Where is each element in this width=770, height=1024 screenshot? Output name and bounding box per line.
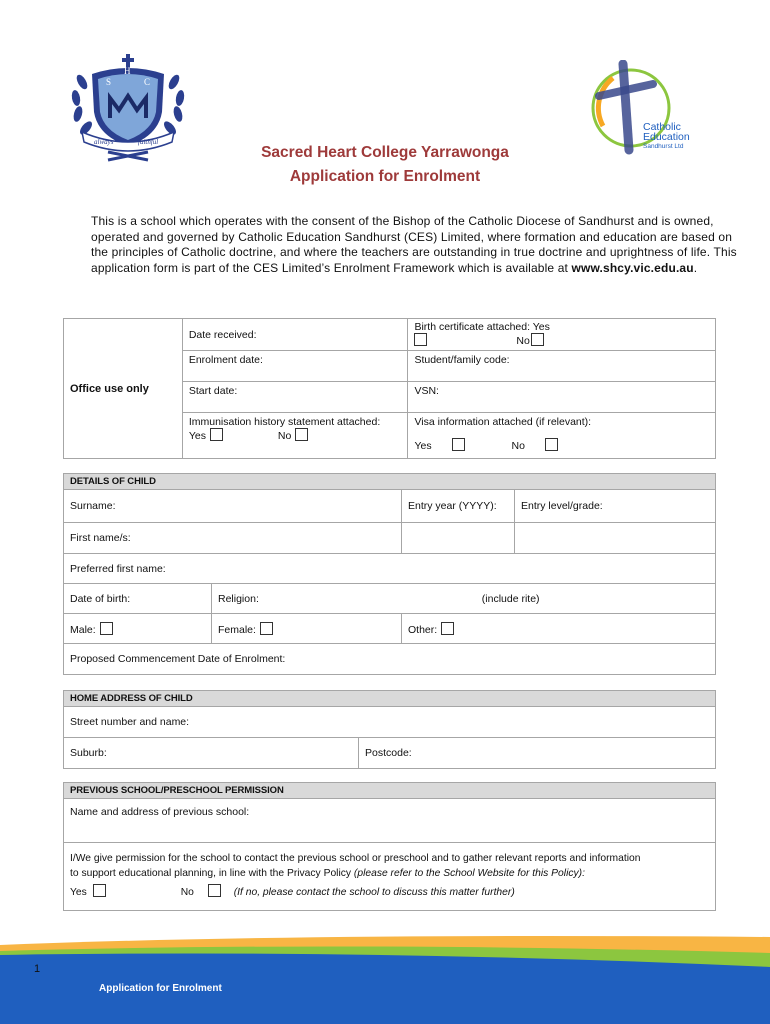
entry-level-field[interactable]: Entry level/grade: <box>515 490 716 523</box>
visa-yes-checkbox[interactable] <box>452 438 465 451</box>
logo-motto-left: always <box>94 138 114 146</box>
permission-text-italic: (please refer to the School Website for this Policy): <box>353 868 585 879</box>
previous-section-heading: PREVIOUS SCHOOL/PRESCHOOL PERMISSION <box>64 783 716 799</box>
suburb-field[interactable]: Suburb: <box>64 738 359 769</box>
rite-label: (include rite) <box>481 592 540 605</box>
birth-cert-no-checkbox[interactable] <box>531 333 544 346</box>
commencement-field[interactable]: Proposed Commencement Date of Enrolment: <box>64 644 716 675</box>
birth-cert-label: Birth certificate attached: Yes <box>414 321 550 333</box>
immunisation-yes-label: Yes <box>188 430 206 442</box>
entry-year-field[interactable]: Entry year (YYYY): <box>402 490 515 523</box>
start-date-field[interactable]: Start date: <box>182 382 408 413</box>
permission-yes-checkbox[interactable] <box>93 884 106 897</box>
child-section-heading: DETAILS OF CHILD <box>64 474 716 490</box>
dob-field[interactable]: Date of birth: <box>64 584 212 614</box>
other-field <box>402 614 716 644</box>
postcode-field[interactable]: Postcode: <box>359 738 716 769</box>
visa-no-label: No <box>511 440 525 452</box>
visa-label: Visa information attached (if relevant): <box>414 416 592 428</box>
visa-no-checkbox[interactable] <box>545 438 558 451</box>
preferred-name-field[interactable]: Preferred first name: <box>64 554 716 584</box>
immunisation-yes-checkbox[interactable] <box>210 428 223 441</box>
religion-field[interactable] <box>212 584 716 614</box>
permission-no-checkbox[interactable] <box>208 884 221 897</box>
website-link[interactable]: www.shcy.vic.edu.au <box>571 260 694 275</box>
first-names-field[interactable]: First name/s: <box>64 523 402 554</box>
logo-motto-right: faithful <box>138 138 159 146</box>
logo-letter-h: H <box>124 66 131 76</box>
surname-field[interactable]: Surname: <box>64 490 402 523</box>
logo-letter-s: S <box>106 77 112 87</box>
visa-field <box>408 413 716 459</box>
permission-field <box>64 843 716 911</box>
intro-end: . <box>693 260 698 275</box>
intro-paragraph <box>91 214 741 276</box>
vsn-field[interactable]: VSN: <box>408 382 716 413</box>
child-details-table <box>63 473 716 675</box>
intro-text: This is a school which operates with the consent of the Bishop of the Catholic Diocese of Sandhurst and is owned, operated and governed by Catholic Education Sandhurst (CES) Limited, where formation and education are based on the principles of Catholic doctrine, and where the teachers are outstanding in true doctrine and uprightness of life. This application form is part of the CES Limited’s Enrolment Framework which is available at <box>91 214 737 275</box>
office-use-table <box>63 318 716 459</box>
male-field <box>64 614 212 644</box>
date-received-field[interactable]: Date received: <box>182 319 408 351</box>
previous-school-table <box>63 782 716 911</box>
ces-logo-line2: Education <box>643 131 690 143</box>
logo-letter-c: C <box>144 77 151 87</box>
enrolment-date-field[interactable]: Enrolment date: <box>182 351 408 382</box>
male-label: Male: <box>70 623 96 636</box>
female-label: Female: <box>218 623 256 636</box>
other-label: Other: <box>408 623 438 636</box>
form-title: Application for Enrolment <box>289 168 481 185</box>
previous-school-field[interactable]: Name and address of previous school: <box>64 799 716 843</box>
permission-no-label: No <box>180 887 194 898</box>
address-section-heading: HOME ADDRESS OF CHILD <box>64 691 716 707</box>
office-use-label: Office use only <box>64 319 183 459</box>
other-checkbox[interactable] <box>441 622 454 635</box>
footer-banner <box>0 915 770 1024</box>
street-field[interactable]: Street number and name: <box>64 707 716 738</box>
permission-text-2: to support educational planning, in line with the Privacy Policy <box>70 868 352 879</box>
female-field <box>212 614 402 644</box>
permission-note: (If no, please contact the school to discuss this matter further) <box>233 887 515 898</box>
religion-label: Religion: <box>218 592 259 605</box>
permission-yes-label: Yes <box>70 887 87 898</box>
ces-logo-line1: Catholic <box>643 121 681 133</box>
male-checkbox[interactable] <box>100 622 113 635</box>
ces-logo-line3: Sandhurst Ltd <box>643 143 684 150</box>
birth-cert-no-label: No <box>516 335 530 347</box>
immunisation-no-checkbox[interactable] <box>295 428 308 441</box>
permission-text-1: I/We give permission for the school to contact the previous school or preschool and to gather relevant reports and information <box>70 853 641 864</box>
family-code-field[interactable]: Student/family code: <box>408 351 716 382</box>
birth-cert-field <box>408 319 716 351</box>
immunisation-field <box>182 413 408 459</box>
school-name: Sacred Heart College Yarrawonga <box>261 144 509 161</box>
birth-cert-yes-checkbox[interactable] <box>414 333 427 346</box>
female-checkbox[interactable] <box>260 622 273 635</box>
page-number: 1 <box>34 963 41 975</box>
first-names-extra-cell-2 <box>515 523 716 554</box>
footer-title: Application for Enrolment <box>99 983 222 994</box>
home-address-table <box>63 690 716 769</box>
visa-yes-label: Yes <box>414 440 432 452</box>
first-names-extra-cell <box>402 523 515 554</box>
immunisation-no-label: No <box>277 430 292 442</box>
immunisation-label: Immunisation history statement attached: <box>188 416 381 428</box>
